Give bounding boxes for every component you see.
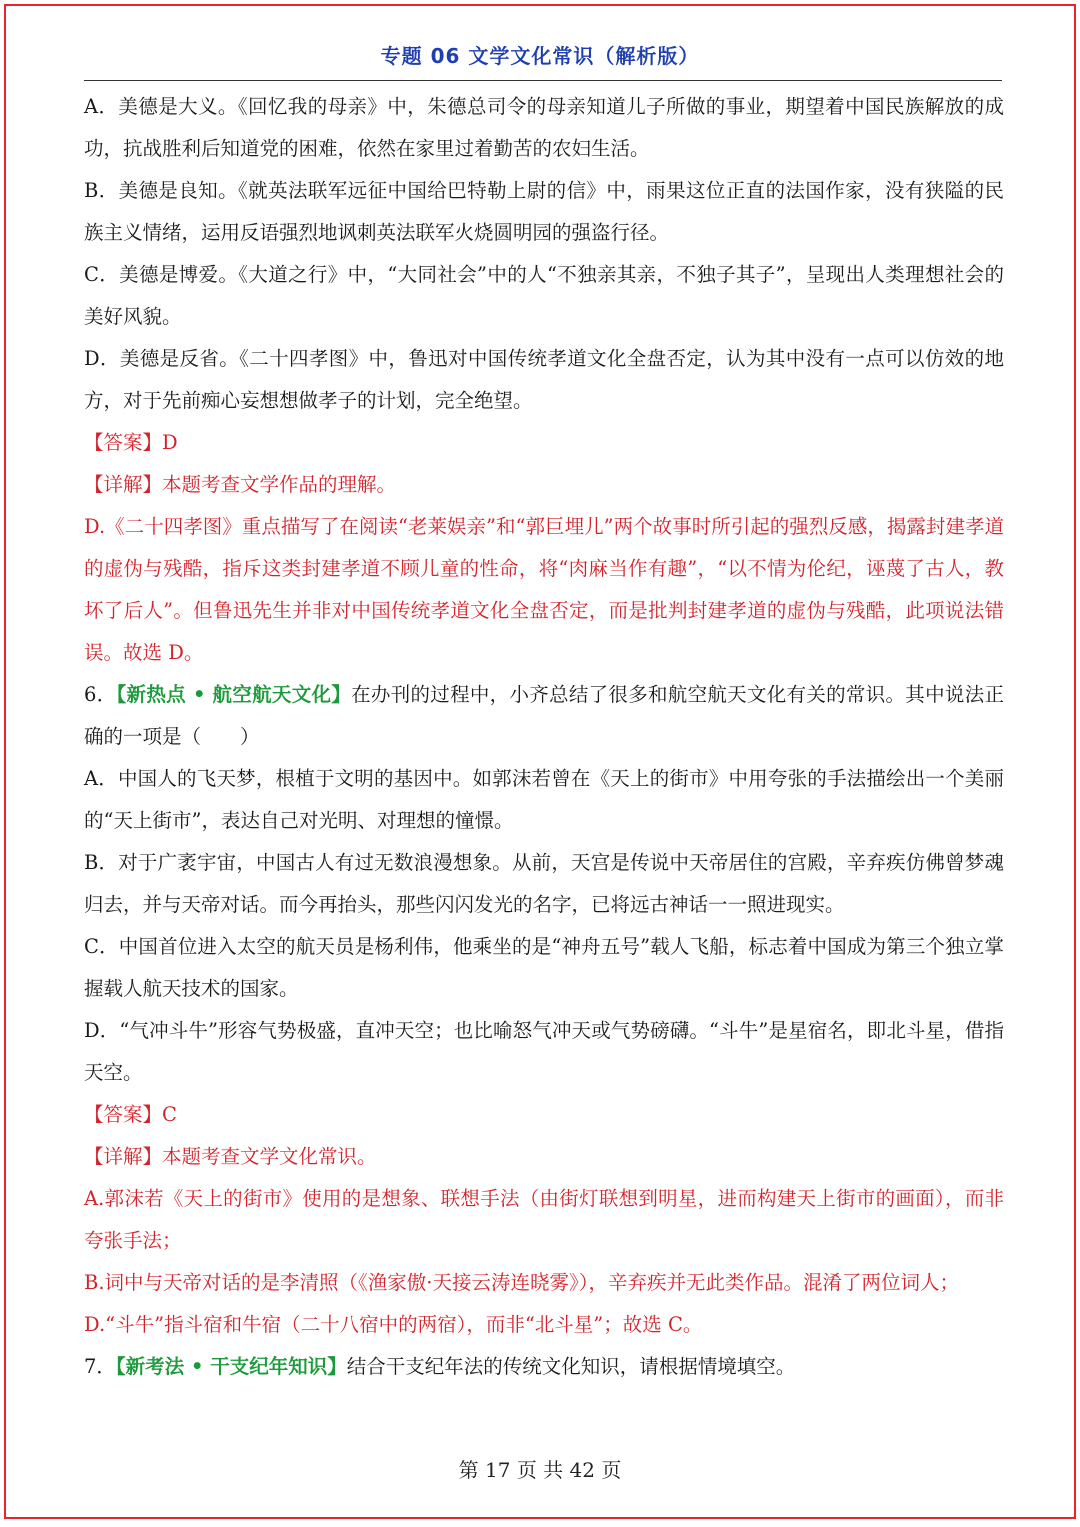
q6-explain-d: D.“斗牛”指斗宿和牛宿（二十八宿中的两宿），而非“北斗星”；故选 C。 [84, 1313, 703, 1336]
q5-explain-d: D.《二十四孝图》重点描写了在阅读“老莱娱亲”和“郭巨埋儿”两个故事时所引起的强烈反感，揭露封建孝道的虚伪与残酷，指斥这类封建孝道不顾儿童的性命，将“肉麻当作有趣”，“以不情为伦纪，诬蔑了古人，教坏了后人”。但鲁迅先生并非对中国传统孝道文化全盘否定，而是批判封建孝道的虚伪与残酷，此项说法错误。故选 D。 [84, 515, 1004, 664]
document-page [4, 4, 1076, 1519]
q6-tag: 【新热点 • 航空航天文化】 [116, 683, 352, 706]
q6-stem: 在办刊的过程中，小齐总结了很多和航空航天文化有关的常识。其中说法正确的一项是（ ） [84, 683, 1004, 748]
q6-explain-b: B.词中与天帝对话的是李清照（《渔家傲·天接云涛连晓雾》），辛弃疾并无此类作品。混淆了两位词人； [84, 1271, 959, 1294]
q5-answer: 【答案】D [84, 431, 178, 454]
q5-option-d: D．美德是反省。《二十四孝图》中，鲁迅对中国传统孝道文化全盘否定，认为其中没有一点可以仿效的地方，对于先前痴心妄想想做孝子的计划，完全绝望。 [84, 347, 1004, 412]
q5-detail: 【详解】本题考查文学作品的理解。 [84, 473, 397, 496]
q5-option-a: A．美德是大义。《回忆我的母亲》中，朱德总司令的母亲知道儿子所做的事业，期望着中国民族解放的成功，抗战胜利后知道党的困难，依然在家里过着勤苦的农妇生活。 [84, 95, 1004, 160]
page-content [84, 86, 1004, 1388]
q6-answer: 【答案】C [84, 1103, 177, 1126]
q6-number: 6． [84, 683, 117, 706]
q7-stem-line [84, 1346, 1004, 1388]
q7-stem: 结合干支纪年法的传统文化知识，请根据情境填空。 [346, 1355, 796, 1378]
header-divider [84, 80, 1002, 81]
q5-option-c: C．美德是博爱。《大道之行》中，“大同社会”中的人“不独亲其亲，不独子其子”，呈现出人类理想社会的美好风貌。 [84, 263, 1004, 328]
q6-option-a: A．中国人的飞天梦，根植于文明的基因中。如郭沫若曾在《天上的街市》中用夸张的手法描绘出一个美丽的“天上街市”，表达自己对光明、对理想的憧憬。 [84, 767, 1004, 832]
page-header-title: 专题 06 文学文化常识（解析版） [380, 44, 700, 68]
q7-number: 7． [84, 1355, 116, 1378]
q6-option-b: B．对于广袤宇宙，中国古人有过无数浪漫想象。从前，天宫是传说中天帝居住的宫殿，辛弃疾仿佛曾梦魂归去，并与天帝对话。而今再抬头，那些闪闪发光的名字，已将远古神话一一照进现实。 [84, 851, 1004, 916]
page-footer: 第 17 页 共 42 页 [458, 1458, 622, 1482]
q6-option-c: C．中国首位进入太空的航天员是杨利伟，他乘坐的是“神舟五号”载人飞船，标志着中国成为第三个独立掌握载人航天技术的国家。 [84, 935, 1004, 1000]
q6-option-d: D．“气冲斗牛”形容气势极盛，直冲天空；也比喻怒气冲天或气势磅礴。“斗牛”是星宿名，即北斗星，借指天空。 [84, 1019, 1004, 1084]
q6-explain-a: A.郭沫若《天上的街市》使用的是想象、联想手法（由街灯联想到明星，进而构建天上街市的画面），而非夸张手法； [84, 1187, 1004, 1252]
q5-option-b: B．美德是良知。《就英法联军远征中国给巴特勒上尉的信》中，雨果这位正直的法国作家，没有狭隘的民族主义情绪，运用反语强烈地讽刺英法联军火烧圆明园的强盗行径。 [84, 179, 1004, 244]
q6-stem-line [84, 674, 1004, 758]
q6-detail: 【详解】本题考查文学文化常识。 [84, 1145, 377, 1168]
q7-tag: 【新考法 • 干支纪年知识】 [115, 1355, 347, 1378]
